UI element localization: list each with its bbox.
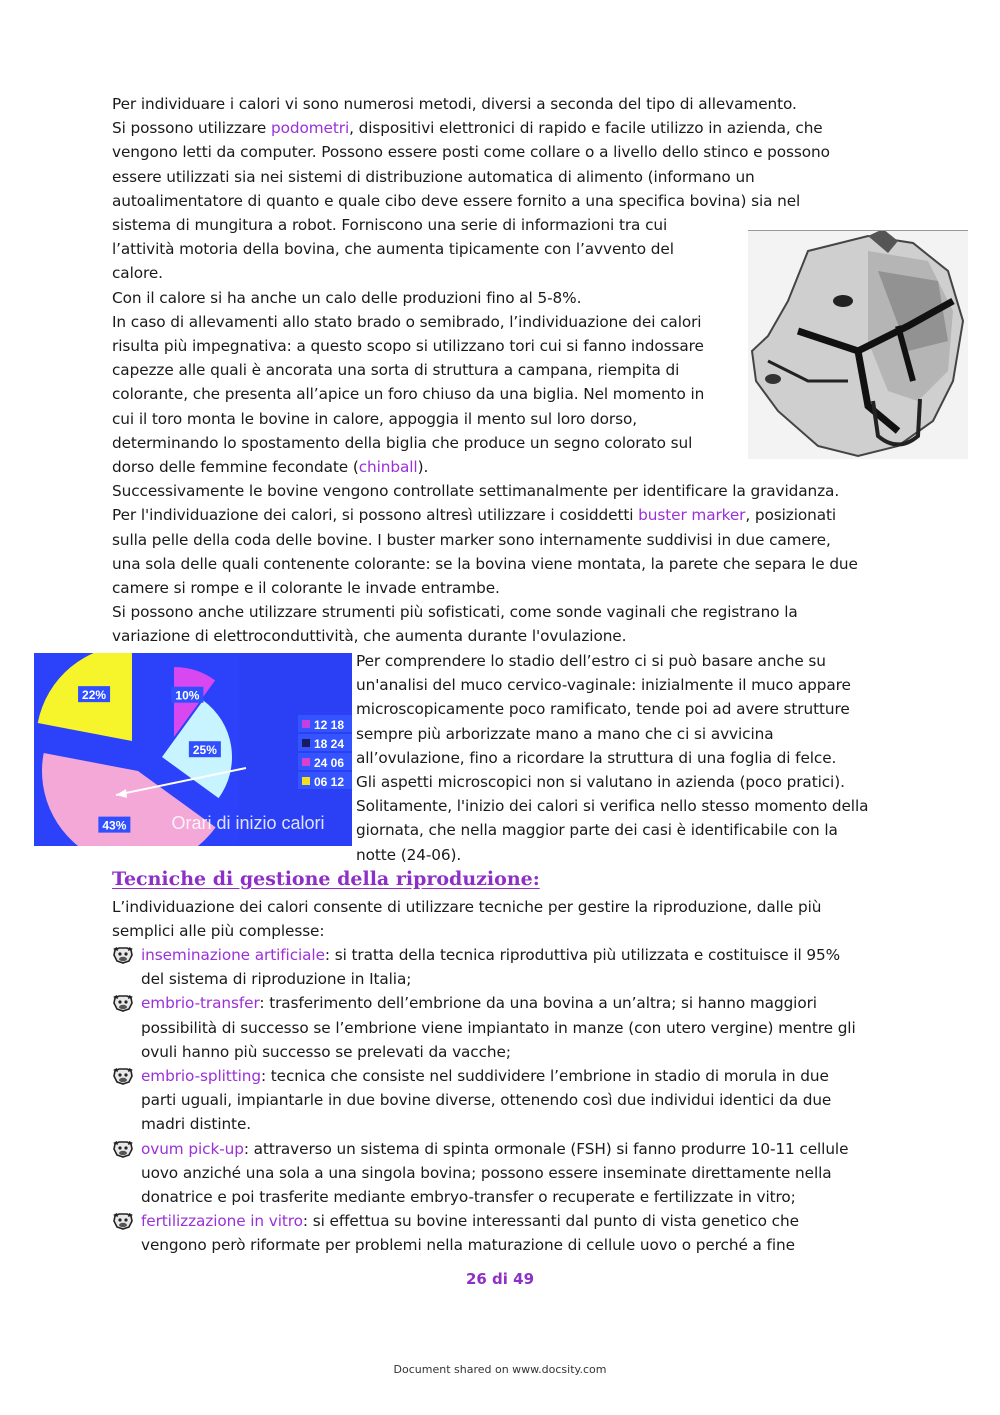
text-line	[112, 165, 755, 189]
technique-term: embrio-transfer	[141, 994, 260, 1013]
text-segment: Si possono utilizzare	[112, 119, 272, 138]
cow-bullet-icon	[112, 1140, 134, 1158]
cow-bullet-icon	[112, 946, 134, 964]
text-line	[141, 967, 411, 991]
text-line	[141, 1233, 795, 1257]
text-line	[112, 455, 428, 479]
text-segment: del sistema di riproduzione in Italia;	[141, 970, 412, 989]
legend-label: 06 12	[314, 775, 345, 789]
text-segment: essere utilizzati sia nei sistemi di distribuzione automatica di alimento (informano un	[112, 167, 755, 186]
text-line	[112, 503, 836, 527]
text-segment: : trasferimento dell’embrione da una bovina a un’altra; si hanno maggiori	[259, 994, 817, 1013]
text-segment: capezze alle quali è ancorata una sorta di struttura a campana, riempita di	[112, 361, 680, 380]
section-heading: Tecniche di gestione della riproduzione:	[112, 868, 540, 890]
text-segment: camere si rompe e il colorante le invade entrambe.	[112, 579, 500, 597]
technique-term: fertilizzazione in vitro	[141, 1212, 303, 1231]
text-segment: : si effettua su bovine interessanti dal punto di vista genetico che	[302, 1212, 799, 1231]
text-line: microscopicamente poco ramificato, tende poi ad avere strutture	[356, 700, 850, 719]
text-segment: possibilità di successo se l’embrione viene impiantato in manze (con utero vergine) mentre gli	[141, 1018, 856, 1037]
text-segment: sistema di mungitura a robot. Forniscono una serie di informazioni tra cui	[112, 216, 668, 234]
cow-bullet-icon	[112, 1067, 134, 1085]
highlight-term: chinball	[358, 458, 418, 476]
text-line	[112, 310, 701, 334]
text-segment: : si tratta della tecnica riproduttiva più utilizzata e costituisce il 95%	[324, 946, 841, 964]
pie-slice-label: 43%	[102, 818, 127, 833]
text-segment: donatrice e poi trasferite mediante embryo-transfer o recuperate e fertilizzate in vitro;	[141, 1188, 796, 1206]
text-segment: Per individuare i calori vi sono numerosi metodi, diversi a seconda del tipo di allevamento.	[112, 95, 797, 113]
page-number: 26 di 49	[465, 1270, 535, 1288]
text-line	[112, 358, 679, 382]
technique-term: embrio-splitting	[141, 1067, 261, 1085]
text-line: sempre più arborizzate mano a mano che ci si avvicina	[356, 724, 774, 743]
cow-bullet-icon	[112, 1212, 134, 1230]
text-line	[112, 189, 800, 213]
text-line: semplici alle più complesse:	[112, 922, 325, 941]
technique-term: ovum pick-up	[141, 1139, 244, 1158]
text-line	[112, 237, 674, 261]
text-line	[141, 1088, 831, 1112]
text-line	[112, 624, 626, 648]
docsity-shared-note: Document shared on www.docsity.com	[393, 1363, 607, 1376]
cow-halter-illustration	[748, 230, 968, 459]
text-segment: una sola delle quali contenente colorante: se la bovina viene montata, la parete che separa le due	[112, 554, 858, 573]
highlight-term: buster marker	[638, 506, 746, 525]
pie-slice-label: 10%	[175, 688, 200, 703]
text-line	[112, 140, 830, 164]
text-line	[141, 1064, 829, 1088]
text-segment: vengono letti da computer. Possono essere posti come collare o a livello dello stinco e possono	[112, 143, 830, 162]
text-line	[141, 1209, 799, 1233]
text-segment: vengono però riformate per problemi nella maturazione di cellule uovo o perché a fine	[141, 1236, 795, 1255]
text-segment: parti uguali, impiantarle in due bovine diverse, ottenendo così due individui identici da due	[141, 1091, 832, 1110]
text-line	[112, 382, 704, 406]
text-line: giornata, che nella maggior parte dei casi è identificabile con la	[356, 821, 838, 840]
legend-marker	[302, 739, 310, 747]
text-line	[141, 991, 817, 1015]
text-segment: dorso delle femmine fecondate (	[112, 458, 359, 476]
text-line: Per comprendere lo stadio dell’estro ci si può basare anche su	[356, 652, 826, 670]
text-line: Solitamente, l'inizio dei calori si verifica nello stesso momento della	[356, 797, 869, 816]
text-line	[141, 943, 840, 967]
legend-label: 12 18	[314, 718, 345, 732]
legend-marker	[302, 720, 310, 728]
text-segment: Si possono anche utilizzare strumenti più sofisticati, come sonde vaginali che registrano la	[112, 603, 798, 622]
text-line	[112, 334, 704, 358]
chart-title: Orari di inizio calori	[171, 813, 325, 833]
text-segment: Successivamente le bovine vengono controllate settimanalmente per identificare la gravidanza.	[112, 482, 840, 501]
text-segment: ).	[417, 458, 429, 476]
text-line	[112, 213, 667, 237]
legend-label: 18 24	[314, 737, 345, 751]
text-segment: variazione di elettroconduttività, che aumenta durante l'ovulazione.	[112, 627, 627, 646]
pie-slice-label: 25%	[192, 743, 217, 758]
text-line: un'analisi del muco cervico-vaginale: inizialmente il muco appare	[356, 676, 851, 695]
text-line	[112, 407, 637, 431]
text-line	[112, 431, 692, 455]
text-segment: determinando lo spostamento della biglia che produce un segno colorato sul	[112, 433, 693, 452]
text-line: notte (24-06).	[356, 845, 462, 864]
text-segment: Con il calore si ha anche un calo delle produzioni fino al 5-8%.	[112, 288, 582, 307]
text-segment: cui il toro monta le bovine in calore, appoggia il mento sul loro dorso,	[112, 409, 638, 428]
text-line	[112, 576, 500, 600]
text-segment: autoalimentatore di quanto e quale cibo deve essere fornito a una specifica bovina) sia nel	[112, 191, 801, 210]
text-segment: : attraverso un sistema di spinta ormonale (FSH) si fanno produrre 10-11 cellule	[243, 1139, 849, 1158]
text-line	[141, 1185, 796, 1209]
text-line	[112, 116, 823, 140]
text-line	[112, 552, 858, 576]
text-line	[141, 1161, 832, 1185]
cow-bullet-icon	[112, 994, 134, 1012]
text-line	[112, 286, 581, 310]
text-segment: calore.	[112, 264, 163, 283]
text-segment: ovuli hanno più successo se prelevati da vacche;	[141, 1042, 511, 1061]
text-line	[112, 261, 163, 285]
pie-slice-label: 22%	[82, 688, 107, 703]
legend-marker	[302, 777, 310, 785]
technique-term: inseminazione artificiale	[141, 946, 325, 964]
text-segment: In caso di allevamenti allo stato brado o semibrado, l’individuazione dei calori	[112, 312, 702, 331]
text-line: all’ovulazione, fino a ricordare la struttura di una foglia di felce.	[356, 748, 837, 767]
text-line: L’individuazione dei calori consente di utilizzare tecniche per gestire la riproduzione, dalle più	[112, 898, 822, 916]
text-segment: , dispositivi elettronici di rapido e facile utilizzo in azienda, che	[349, 119, 823, 138]
text-line	[112, 479, 839, 503]
text-segment: risulta più impegnativa: a questo scopo si utilizzano tori cui si fanno indossare	[112, 337, 704, 355]
text-segment: Per l'individuazione dei calori, si possono altresì utilizzare i cosiddetti	[112, 506, 639, 525]
text-segment: colorante, che presenta all’apice un foro chiuso da una biglia. Nel momento in	[112, 385, 705, 404]
text-segment: l’attività motoria della bovina, che aumenta tipicamente con l’avvento del	[112, 240, 674, 259]
text-segment: uovo anziché una sola a una singola bovina; possono essere inseminate direttamente nella	[141, 1163, 832, 1182]
text-segment: , posizionati	[745, 506, 837, 525]
heat-onset-pie-chart	[34, 653, 352, 846]
legend-label: 24 06	[314, 756, 345, 770]
highlight-term: podometri	[271, 119, 350, 138]
text-line	[112, 600, 798, 624]
text-segment: sulla pelle della coda delle bovine. I buster marker sono internamente suddivisi in due camere,	[112, 530, 831, 549]
legend-marker	[302, 758, 310, 766]
text-line	[141, 1137, 848, 1161]
text-segment: madri distinte.	[141, 1115, 252, 1134]
text-segment: : tecnica che consiste nel suddividere l’embrione in stadio di morula in due	[260, 1067, 829, 1085]
text-line	[141, 1112, 251, 1136]
text-line	[112, 528, 831, 552]
text-line	[141, 1040, 511, 1064]
text-line	[112, 92, 797, 116]
text-line	[141, 1016, 856, 1040]
text-line: Gli aspetti microscopici non si valutano in azienda (poco pratici).	[356, 773, 845, 791]
